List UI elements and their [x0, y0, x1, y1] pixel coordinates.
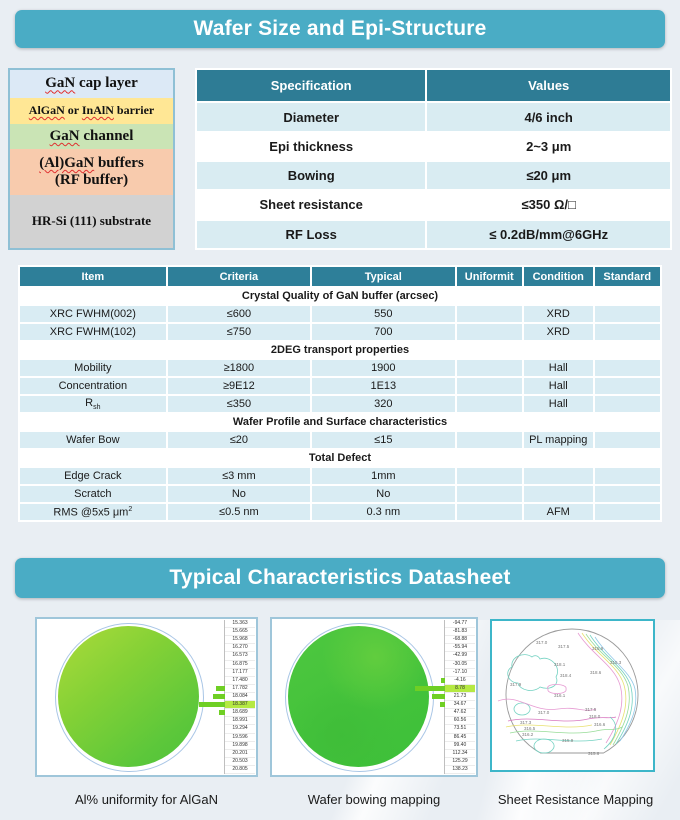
panel-wafer-bowing	[270, 617, 478, 777]
color-scale-legend	[444, 620, 475, 774]
cell-standard	[594, 503, 661, 521]
table-header-row	[19, 266, 661, 287]
cell-uniformity	[456, 305, 523, 323]
cell-condition: AFM	[523, 503, 594, 521]
section-title: Wafer Profile and Surface characteristics	[19, 413, 661, 431]
caption-wafer-bowing: Wafer bowing mapping	[307, 792, 441, 807]
cell-item: $R_{sh}$	[19, 395, 167, 413]
contour-label: 316.1	[554, 693, 566, 698]
contour-label: 316.2	[522, 732, 534, 737]
spec-row	[196, 190, 671, 219]
legend-value: -4.16	[454, 676, 466, 683]
contour-label: 317.5	[558, 644, 570, 649]
contour-label: 316.6	[594, 722, 606, 727]
layer-label: GaN	[49, 127, 80, 144]
cell-typical: 0.3 nm	[311, 503, 455, 521]
cell-criteria: ≤350	[167, 395, 311, 413]
banner-title: Wafer Size and Epi-Structure	[193, 17, 487, 40]
layer-label: cap layer	[75, 75, 138, 92]
cell-condition: Hall	[523, 359, 594, 377]
spec-value: ≤20 μm	[426, 161, 671, 190]
table-row	[19, 323, 661, 341]
legend-value: -30.05	[452, 660, 468, 667]
legend-row	[225, 742, 255, 750]
legend-value: -17.10	[452, 668, 468, 675]
wafer-map	[37, 619, 224, 775]
cell-uniformity	[456, 377, 523, 395]
legend-bar	[415, 686, 445, 691]
legend-value: 60.56	[453, 717, 467, 724]
legend-row	[225, 734, 255, 742]
contour-label: 318.6	[590, 670, 602, 675]
legend-value: 15.968	[232, 636, 248, 643]
legend-value: 21.73	[453, 693, 467, 700]
col-header-criteria: Criteria	[167, 266, 311, 287]
cell-standard	[594, 305, 661, 323]
legend-row	[445, 669, 475, 677]
legend-row	[445, 693, 475, 701]
layer-label: InAlN	[81, 103, 114, 118]
panel-sheet-resistance	[490, 619, 655, 772]
spec-table	[195, 68, 672, 250]
legend-value: 20.201	[232, 749, 248, 756]
spec-value: 2~3 μm	[426, 132, 671, 161]
cell-typical: ≤15	[311, 431, 455, 449]
layer-label: barrier	[113, 103, 155, 118]
cell-item: Wafer Bow	[19, 431, 167, 449]
caption-sheet-resistance: Sheet Resistance Mapping	[497, 792, 654, 807]
spec-value: ≤ 0.2dB/mm@6GHz	[426, 220, 671, 249]
legend-row	[225, 701, 255, 709]
wafer-disc	[58, 626, 199, 767]
cell-standard	[594, 323, 661, 341]
legend-value: 20.805	[232, 766, 248, 773]
legend-row	[445, 742, 475, 750]
legend-row	[225, 644, 255, 652]
legend-row	[225, 628, 255, 636]
legend-value: -68.88	[452, 636, 468, 643]
spec-row	[196, 132, 671, 161]
section-row	[19, 413, 661, 431]
table-row	[19, 359, 661, 377]
wafer-disc	[288, 626, 429, 767]
legend-bar	[216, 686, 225, 691]
cell-condition: XRD	[523, 323, 594, 341]
panel-al-uniformity	[35, 617, 258, 777]
legend-bar	[213, 694, 225, 699]
contour-label: 317.0	[538, 710, 550, 715]
cell-criteria: ≤600	[167, 305, 311, 323]
contour-label: 317.3	[520, 720, 532, 725]
legend-value: -94.77	[452, 620, 468, 627]
epi-layer-stack	[8, 68, 175, 250]
section-title: Total Defect	[19, 449, 661, 467]
cell-uniformity	[456, 359, 523, 377]
cell-typical: 1900	[311, 359, 455, 377]
contour-label: 315.9	[592, 646, 604, 651]
layer-label: HR-Si (111) substrate	[31, 213, 152, 229]
legend-value: -42.99	[452, 652, 468, 659]
cell-condition	[523, 485, 594, 503]
spec-value: ≤350 Ω/□	[426, 190, 671, 219]
legend-row	[225, 725, 255, 733]
legend-row	[445, 661, 475, 669]
spec-label: Epi thickness	[196, 132, 426, 161]
spec-header-row	[196, 69, 671, 102]
cell-typical: No	[311, 485, 455, 503]
section-title: Crystal Quality of GaN buffer (arcsec)	[19, 287, 661, 305]
legend-value: -55.94	[452, 644, 468, 651]
legend-value: 15.363	[232, 620, 248, 627]
cell-item: Edge Crack	[19, 467, 167, 485]
spec-row	[196, 102, 671, 131]
layer-label: channel	[79, 127, 134, 144]
legend-row	[225, 709, 255, 717]
legend-value: 138.23	[452, 766, 468, 773]
legend-value: 19.898	[232, 741, 248, 748]
cell-typical: 700	[311, 323, 455, 341]
characteristics-table	[18, 265, 662, 522]
caption-al-uniformity: Al% uniformity for AlGaN	[74, 792, 219, 807]
contour-label: 315.9	[562, 738, 574, 743]
wafer-map	[272, 619, 444, 775]
legend-row	[445, 758, 475, 766]
cell-item: Mobility	[19, 359, 167, 377]
cell-standard	[594, 485, 661, 503]
cell-standard	[594, 431, 661, 449]
cell-condition: Hall	[523, 377, 594, 395]
layer-gan-cap	[10, 70, 173, 98]
contour-label: 315.3	[610, 660, 622, 665]
legend-bar	[441, 678, 445, 683]
table-row	[19, 467, 661, 485]
layer-barrier	[10, 98, 173, 124]
legend-value: 73.51	[453, 725, 467, 732]
cell-criteria: ≥1800	[167, 359, 311, 377]
legend-row	[445, 766, 475, 774]
cell-criteria: No	[167, 485, 311, 503]
banner-title: Typical Characteristics Datasheet	[169, 566, 511, 589]
contour-label: 317.0	[536, 640, 548, 645]
legend-row	[445, 652, 475, 660]
spec-label: Diameter	[196, 102, 426, 131]
legend-value: 86.45	[453, 733, 467, 740]
legend-value: 17.480	[232, 676, 248, 683]
cell-criteria: ≤750	[167, 323, 311, 341]
cell-typical: 1mm	[311, 467, 455, 485]
cell-item: Scratch	[19, 485, 167, 503]
legend-value: 17.782	[232, 684, 248, 691]
layer-label: buffers	[94, 154, 144, 171]
cell-condition: PL mapping	[523, 431, 594, 449]
cell-condition	[523, 467, 594, 485]
table-row	[19, 503, 661, 521]
layer-label: AlGaN	[28, 103, 65, 118]
legend-value: 18.991	[232, 717, 248, 724]
cell-criteria: ≥9E12	[167, 377, 311, 395]
contour-label: 318.4	[560, 673, 572, 678]
table-row	[19, 431, 661, 449]
legend-row	[225, 677, 255, 685]
cell-item: XRC FWHM(002)	[19, 305, 167, 323]
contour-label: 315.6	[588, 751, 600, 756]
cell-item: RMS @5x5 $\mu m^2$	[19, 503, 167, 521]
spec-label: RF Loss	[196, 220, 426, 249]
contour-label: 317.5	[585, 707, 597, 712]
cell-uniformity	[456, 323, 523, 341]
legend-value: 112.34	[452, 749, 468, 756]
legend-row	[225, 693, 255, 701]
layer-label: or	[64, 103, 82, 118]
cell-item: XRC FWHM(102)	[19, 323, 167, 341]
legend-value: 17.177	[232, 668, 248, 675]
legend-value: 16.270	[232, 644, 248, 651]
cell-typical: 320	[311, 395, 455, 413]
section-title: 2DEG transport properties	[19, 341, 661, 359]
spec-header-values: Values	[426, 69, 671, 102]
legend-bar	[432, 694, 445, 699]
col-header-standard: Standard	[594, 266, 661, 287]
layer-label: GaN	[45, 75, 76, 92]
legend-row	[225, 636, 255, 644]
contour-svg	[492, 621, 653, 770]
col-header-typical: Typical	[311, 266, 455, 287]
legend-row	[445, 725, 475, 733]
color-scale-legend	[224, 620, 255, 774]
legend-row	[445, 717, 475, 725]
legend-row	[445, 685, 475, 693]
legend-value: 47.62	[453, 709, 467, 716]
contour-label: 318.0	[589, 714, 601, 719]
cell-criteria: ≤3 mm	[167, 467, 311, 485]
legend-row	[225, 652, 255, 660]
legend-row	[225, 620, 255, 628]
section-row	[19, 287, 661, 305]
contour-label: 316.5	[524, 726, 536, 731]
legend-row	[445, 701, 475, 709]
cell-uniformity	[456, 395, 523, 413]
legend-bar	[199, 702, 225, 707]
banner-datasheet	[15, 558, 665, 598]
spec-row	[196, 220, 671, 249]
table-row	[19, 395, 661, 413]
layer-substrate	[10, 195, 173, 248]
table-row	[19, 305, 661, 323]
legend-bar	[440, 702, 445, 707]
legend-row	[445, 750, 475, 758]
cell-uniformity	[456, 503, 523, 521]
section-row	[19, 449, 661, 467]
legend-value: 34.67	[453, 701, 467, 708]
legend-row	[445, 644, 475, 652]
legend-row	[225, 685, 255, 693]
legend-row	[445, 677, 475, 685]
cell-standard	[594, 395, 661, 413]
cell-condition: Hall	[523, 395, 594, 413]
spec-value: 4/6 inch	[426, 102, 671, 131]
legend-row	[225, 750, 255, 758]
layer-label: (RF buffer)	[54, 172, 129, 188]
contour-label: 317.9	[510, 682, 522, 687]
spec-row	[196, 161, 671, 190]
legend-value: 19.596	[232, 733, 248, 740]
section-row	[19, 341, 661, 359]
col-header-condition: Condition	[523, 266, 594, 287]
legend-row	[225, 717, 255, 725]
legend-value: 20.503	[232, 757, 248, 764]
contour-label: 318.1	[554, 662, 566, 667]
legend-value: 8.78	[455, 684, 465, 691]
legend-value: 15.665	[232, 628, 248, 635]
legend-value: 125.29	[452, 757, 468, 764]
spec-header-specification: Specification	[196, 69, 426, 102]
col-header-item: Item	[19, 266, 167, 287]
layer-label: (Al)GaN	[39, 154, 95, 171]
legend-value: 16.573	[232, 652, 248, 659]
cell-typical: 550	[311, 305, 455, 323]
legend-value: 19.294	[232, 725, 248, 732]
cell-condition: XRD	[523, 305, 594, 323]
cell-item: Concentration	[19, 377, 167, 395]
legend-row	[225, 669, 255, 677]
legend-row	[445, 620, 475, 628]
cell-uniformity	[456, 485, 523, 503]
legend-value: -81.83	[452, 628, 468, 635]
legend-value: 18.689	[232, 709, 248, 716]
table-row	[19, 485, 661, 503]
legend-row	[445, 636, 475, 644]
cell-criteria: ≤0.5 nm	[167, 503, 311, 521]
legend-row	[445, 734, 475, 742]
cell-standard	[594, 377, 661, 395]
legend-row	[445, 628, 475, 636]
table-row	[19, 377, 661, 395]
contour-map	[492, 621, 653, 770]
spec-label: Bowing	[196, 161, 426, 190]
legend-row	[445, 709, 475, 717]
cell-criteria: ≤20	[167, 431, 311, 449]
banner-wafer-size	[15, 10, 665, 48]
legend-value: 16.875	[232, 660, 248, 667]
col-header-uniformity: Uniformit	[456, 266, 523, 287]
spec-label: Sheet resistance	[196, 190, 426, 219]
legend-value: 99.40	[453, 741, 467, 748]
legend-row	[225, 661, 255, 669]
cell-uniformity	[456, 467, 523, 485]
legend-bar	[219, 710, 225, 715]
legend-row	[225, 766, 255, 774]
legend-value: 18.084	[232, 693, 248, 700]
layer-algan-buffers	[10, 149, 173, 195]
cell-typical: 1E13	[311, 377, 455, 395]
cell-standard	[594, 359, 661, 377]
legend-row	[225, 758, 255, 766]
cell-standard	[594, 467, 661, 485]
layer-gan-channel	[10, 124, 173, 149]
cell-uniformity	[456, 431, 523, 449]
legend-value: 18.387	[232, 701, 248, 708]
